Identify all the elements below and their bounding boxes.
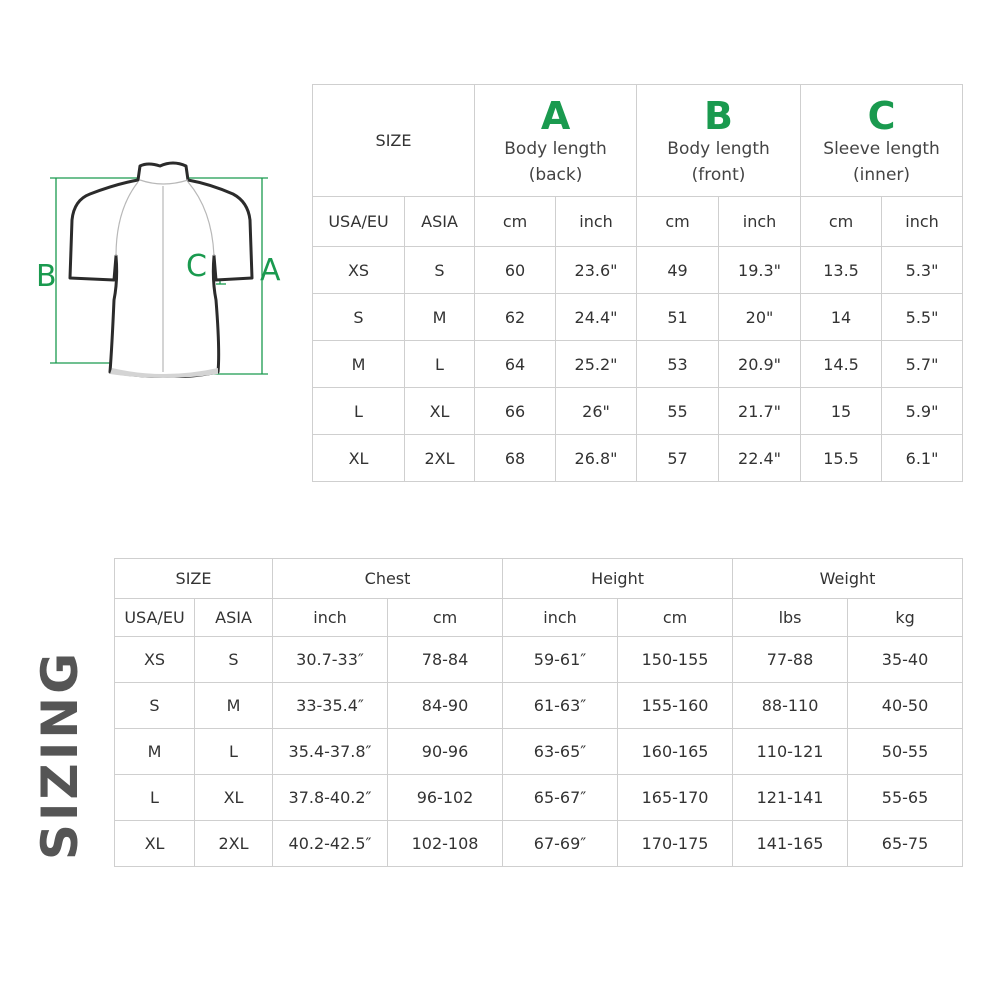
table-row — [313, 388, 963, 435]
table-cell: XS — [115, 637, 195, 683]
table-cell: 102-108 — [388, 821, 503, 867]
table-cell: 77-88 — [733, 637, 848, 683]
table-cell: 66 — [475, 388, 556, 435]
chest-header: Chest — [273, 559, 503, 599]
subheader-cell: USA/EU — [313, 197, 405, 247]
table-cell: 65-75 — [848, 821, 963, 867]
table-cell: S — [313, 294, 405, 341]
table-cell: 78-84 — [388, 637, 503, 683]
size-header: SIZE — [313, 85, 475, 197]
table-cell: 67-69″ — [503, 821, 618, 867]
table-cell: 49 — [637, 247, 719, 294]
table-cell: M — [405, 294, 475, 341]
table-cell: 51 — [637, 294, 719, 341]
table-cell: 155-160 — [618, 683, 733, 729]
table-cell: 14.5 — [801, 341, 882, 388]
table-cell: M — [195, 683, 273, 729]
table-cell: 21.7" — [719, 388, 801, 435]
subheader-cell: inch — [503, 599, 618, 637]
table-cell: 15 — [801, 388, 882, 435]
table-cell: 110-121 — [733, 729, 848, 775]
table-cell: 13.5 — [801, 247, 882, 294]
table-row — [313, 435, 963, 482]
table-cell: S — [405, 247, 475, 294]
table-cell: 90-96 — [388, 729, 503, 775]
table-cell: L — [405, 341, 475, 388]
subheader-cell: inch — [556, 197, 637, 247]
table-row — [115, 637, 963, 683]
table-cell: 22.4" — [719, 435, 801, 482]
label-a: A — [260, 253, 281, 288]
garment-size-table — [312, 84, 963, 482]
measure-c-line1: Sleeve length — [823, 138, 940, 159]
measure-b-header — [637, 85, 801, 197]
table-row — [313, 341, 963, 388]
subheader-cell: cm — [475, 197, 556, 247]
subheader-cell: ASIA — [195, 599, 273, 637]
measure-a-letter: A — [540, 93, 571, 138]
measure-c-letter: C — [867, 93, 896, 138]
label-b: B — [36, 259, 57, 294]
size-header: SIZE — [115, 559, 273, 599]
table-cell: 62 — [475, 294, 556, 341]
label-c: C — [186, 249, 207, 284]
table-cell: 37.8-40.2″ — [273, 775, 388, 821]
table-cell: 40-50 — [848, 683, 963, 729]
subheader-cell: inch — [882, 197, 963, 247]
subheader-cell: USA/EU — [115, 599, 195, 637]
table-row — [115, 729, 963, 775]
table-cell: 26" — [556, 388, 637, 435]
measure-b-line1: Body length — [667, 138, 770, 159]
table-cell: 50-55 — [848, 729, 963, 775]
subheader-cell: ASIA — [405, 197, 475, 247]
weight-header: Weight — [733, 559, 963, 599]
measure-b-line2: (front) — [691, 164, 746, 185]
table-cell: XL — [405, 388, 475, 435]
table-cell: 35.4-37.8″ — [273, 729, 388, 775]
table-cell: 170-175 — [618, 821, 733, 867]
table-cell: 25.2" — [556, 341, 637, 388]
table-cell: 30.7-33″ — [273, 637, 388, 683]
table-cell: 5.7" — [882, 341, 963, 388]
table-cell: 20" — [719, 294, 801, 341]
table-row — [115, 683, 963, 729]
table-cell: 150-155 — [618, 637, 733, 683]
subheader-cell: cm — [637, 197, 719, 247]
table-cell: L — [313, 388, 405, 435]
table-cell: 5.5" — [882, 294, 963, 341]
subheader-cell: kg — [848, 599, 963, 637]
table-cell: 55-65 — [848, 775, 963, 821]
table-cell: 6.1" — [882, 435, 963, 482]
table-cell: 23.6" — [556, 247, 637, 294]
body-size-table — [114, 558, 963, 867]
table-row — [115, 821, 963, 867]
measure-a-line2: (back) — [528, 164, 583, 185]
table-cell: 88-110 — [733, 683, 848, 729]
table-cell: L — [115, 775, 195, 821]
table-cell: 14 — [801, 294, 882, 341]
measure-b-letter: B — [704, 93, 734, 138]
table-cell: 96-102 — [388, 775, 503, 821]
table-cell: 33-35.4″ — [273, 683, 388, 729]
measure-a-line1: Body length — [504, 138, 607, 159]
table-cell: 121-141 — [733, 775, 848, 821]
table-cell: 19.3" — [719, 247, 801, 294]
table-cell: 5.3" — [882, 247, 963, 294]
table-cell: 40.2-42.5″ — [273, 821, 388, 867]
table-cell: S — [115, 683, 195, 729]
table-cell: 24.4" — [556, 294, 637, 341]
table-cell: 20.9" — [719, 341, 801, 388]
height-header: Height — [503, 559, 733, 599]
table-cell: XL — [313, 435, 405, 482]
jersey-outline — [70, 163, 252, 377]
table-row — [313, 247, 963, 294]
table-cell: 60 — [475, 247, 556, 294]
table-cell: XL — [195, 775, 273, 821]
table-cell: M — [313, 341, 405, 388]
table-cell: 59-61″ — [503, 637, 618, 683]
table-cell: 53 — [637, 341, 719, 388]
table-cell: 63-65″ — [503, 729, 618, 775]
subheader-cell: cm — [801, 197, 882, 247]
table-cell: 5.9" — [882, 388, 963, 435]
table-cell: 84-90 — [388, 683, 503, 729]
table-row — [313, 294, 963, 341]
table-cell: 57 — [637, 435, 719, 482]
table-cell: 35-40 — [848, 637, 963, 683]
table-row — [115, 775, 963, 821]
table-cell: 141-165 — [733, 821, 848, 867]
table-cell: S — [195, 637, 273, 683]
subheader-cell: inch — [719, 197, 801, 247]
table-cell: 26.8" — [556, 435, 637, 482]
jersey-diagram — [28, 150, 298, 390]
table-cell: 64 — [475, 341, 556, 388]
table-cell: 2XL — [405, 435, 475, 482]
table-cell: L — [195, 729, 273, 775]
sizing-title: SIZING — [31, 649, 89, 861]
table-cell: 68 — [475, 435, 556, 482]
table-cell: 61-63″ — [503, 683, 618, 729]
subheader-cell: inch — [273, 599, 388, 637]
table-cell: 160-165 — [618, 729, 733, 775]
table-cell: 165-170 — [618, 775, 733, 821]
table-cell: XS — [313, 247, 405, 294]
table-cell: 65-67″ — [503, 775, 618, 821]
table-cell: 2XL — [195, 821, 273, 867]
table-cell: 55 — [637, 388, 719, 435]
table-cell: 15.5 — [801, 435, 882, 482]
subheader-cell: cm — [388, 599, 503, 637]
subheader-cell: cm — [618, 599, 733, 637]
measure-a-header — [475, 85, 637, 197]
measure-c-header — [801, 85, 963, 197]
subheader-cell: lbs — [733, 599, 848, 637]
table-cell: XL — [115, 821, 195, 867]
table-cell: M — [115, 729, 195, 775]
measure-c-line2: (inner) — [853, 164, 911, 185]
